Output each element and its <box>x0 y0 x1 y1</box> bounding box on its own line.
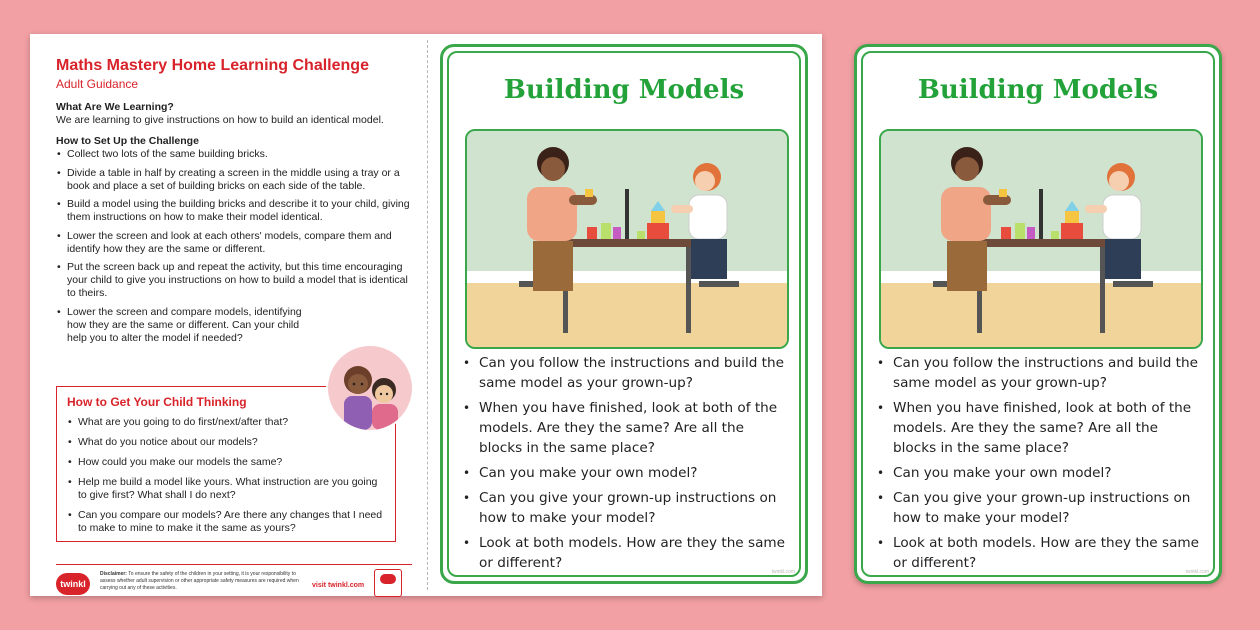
setup-step: • Put the screen back up and repeat the activity, but this time encouraging your child to give you instructions on how to build a model that is identical to theirs. <box>56 261 412 300</box>
setup-step: • Divide a table in half by creating a screen in the middle using a tray or a book and place a set of building bricks on each side of the table. <box>56 167 412 193</box>
challenge-card-right <box>854 44 1222 584</box>
thinking-question: • Can you compare our models? Are there any changes that I need to make to mine to make it the same as yours? <box>67 509 385 535</box>
setup-step: • Lower the screen and look at each others' models, compare them and identify how they are the same or different. <box>56 230 412 256</box>
challenge-card-left <box>440 44 808 584</box>
building-models-scene <box>879 129 1203 349</box>
thinking-question: • Help me build a model like yours. What instruction are you going to give first? What shall I do next? <box>67 476 385 502</box>
building-models-scene <box>465 129 789 349</box>
card-small-print: twinkl.com <box>771 569 795 575</box>
card-question: • Look at both models. How are they the same or different? <box>459 533 789 573</box>
learning-heading: What Are We Learning? <box>56 101 174 113</box>
thinking-question: • What are you going to do first/next/after that? <box>67 416 385 429</box>
twinkl-logo: twinkl <box>56 573 90 595</box>
fold-line <box>427 40 428 590</box>
setup-step: • Lower the screen and compare models, identifying how they are the same or different. Can your child help you to alter the model if needed? <box>56 306 307 345</box>
setup-heading: How to Set Up the Challenge <box>56 135 199 147</box>
card-question: • Can you give your grown-up instructions on how to make your model? <box>873 488 1203 528</box>
card-question: • When you have finished, look at both of the models. Are they the same? Are all the blocks in the same place? <box>873 398 1203 458</box>
card-question: • Can you give your grown-up instructions on how to make your model? <box>459 488 789 528</box>
card-question-list <box>873 353 1203 578</box>
adult-and-child-building-icon <box>467 131 787 347</box>
thinking-heading: How to Get Your Child Thinking <box>67 395 247 409</box>
disclaimer-label: Disclaimer: <box>100 571 127 577</box>
guidance-title: Maths Mastery Home Learning Challenge <box>56 57 369 74</box>
guidance-subtitle: Adult Guidance <box>56 77 139 91</box>
card-question: • Can you follow the instructions and build the same model as your grown-up? <box>459 353 789 393</box>
card-question-list <box>459 353 789 578</box>
setup-list <box>56 148 412 345</box>
card-title: Building Models <box>503 75 745 105</box>
children-illustration-icon <box>328 346 412 430</box>
visit-link[interactable]: visit twinkl.com <box>312 582 365 589</box>
card-question: • Can you make your own model? <box>873 463 1203 483</box>
learning-text: We are learning to give instructions on how to build an identical model. <box>56 114 384 126</box>
children-thinking-illustration <box>326 344 414 432</box>
guidance-footer <box>56 564 412 599</box>
card-question: • Can you follow the instructions and build the same model as your grown-up? <box>873 353 1203 393</box>
thinking-question: • How could you make our models the same? <box>67 456 385 469</box>
card-title: Building Models <box>917 75 1159 105</box>
thinking-list <box>67 416 385 535</box>
card-question: • Look at both models. How are they the same or different? <box>873 533 1203 573</box>
card-question: • Can you make your own model? <box>459 463 789 483</box>
setup-step: • Build a model using the building bricks and describe it to your child, giving them instructions on how to make their model identical. <box>56 198 412 224</box>
quality-badge-icon <box>374 569 402 597</box>
card-question: • When you have finished, look at both of the models. Are they the same? Are all the blocks in the same place? <box>459 398 789 458</box>
disclaimer-text: To ensure the safety of the children in your setting, it is your responsibility to assess whether adult supervision or other appropriate safety measures are required when carrying out any of these activities. <box>100 571 299 591</box>
guidance-content <box>56 56 412 591</box>
disclaimer <box>100 571 300 592</box>
setup-step: • Collect two lots of the same building bricks. <box>56 148 412 161</box>
adult-and-child-building-icon <box>881 131 1201 347</box>
thinking-question: • What do you notice about our models? <box>67 436 385 449</box>
card-small-print: twinkl.com <box>1185 569 1209 575</box>
